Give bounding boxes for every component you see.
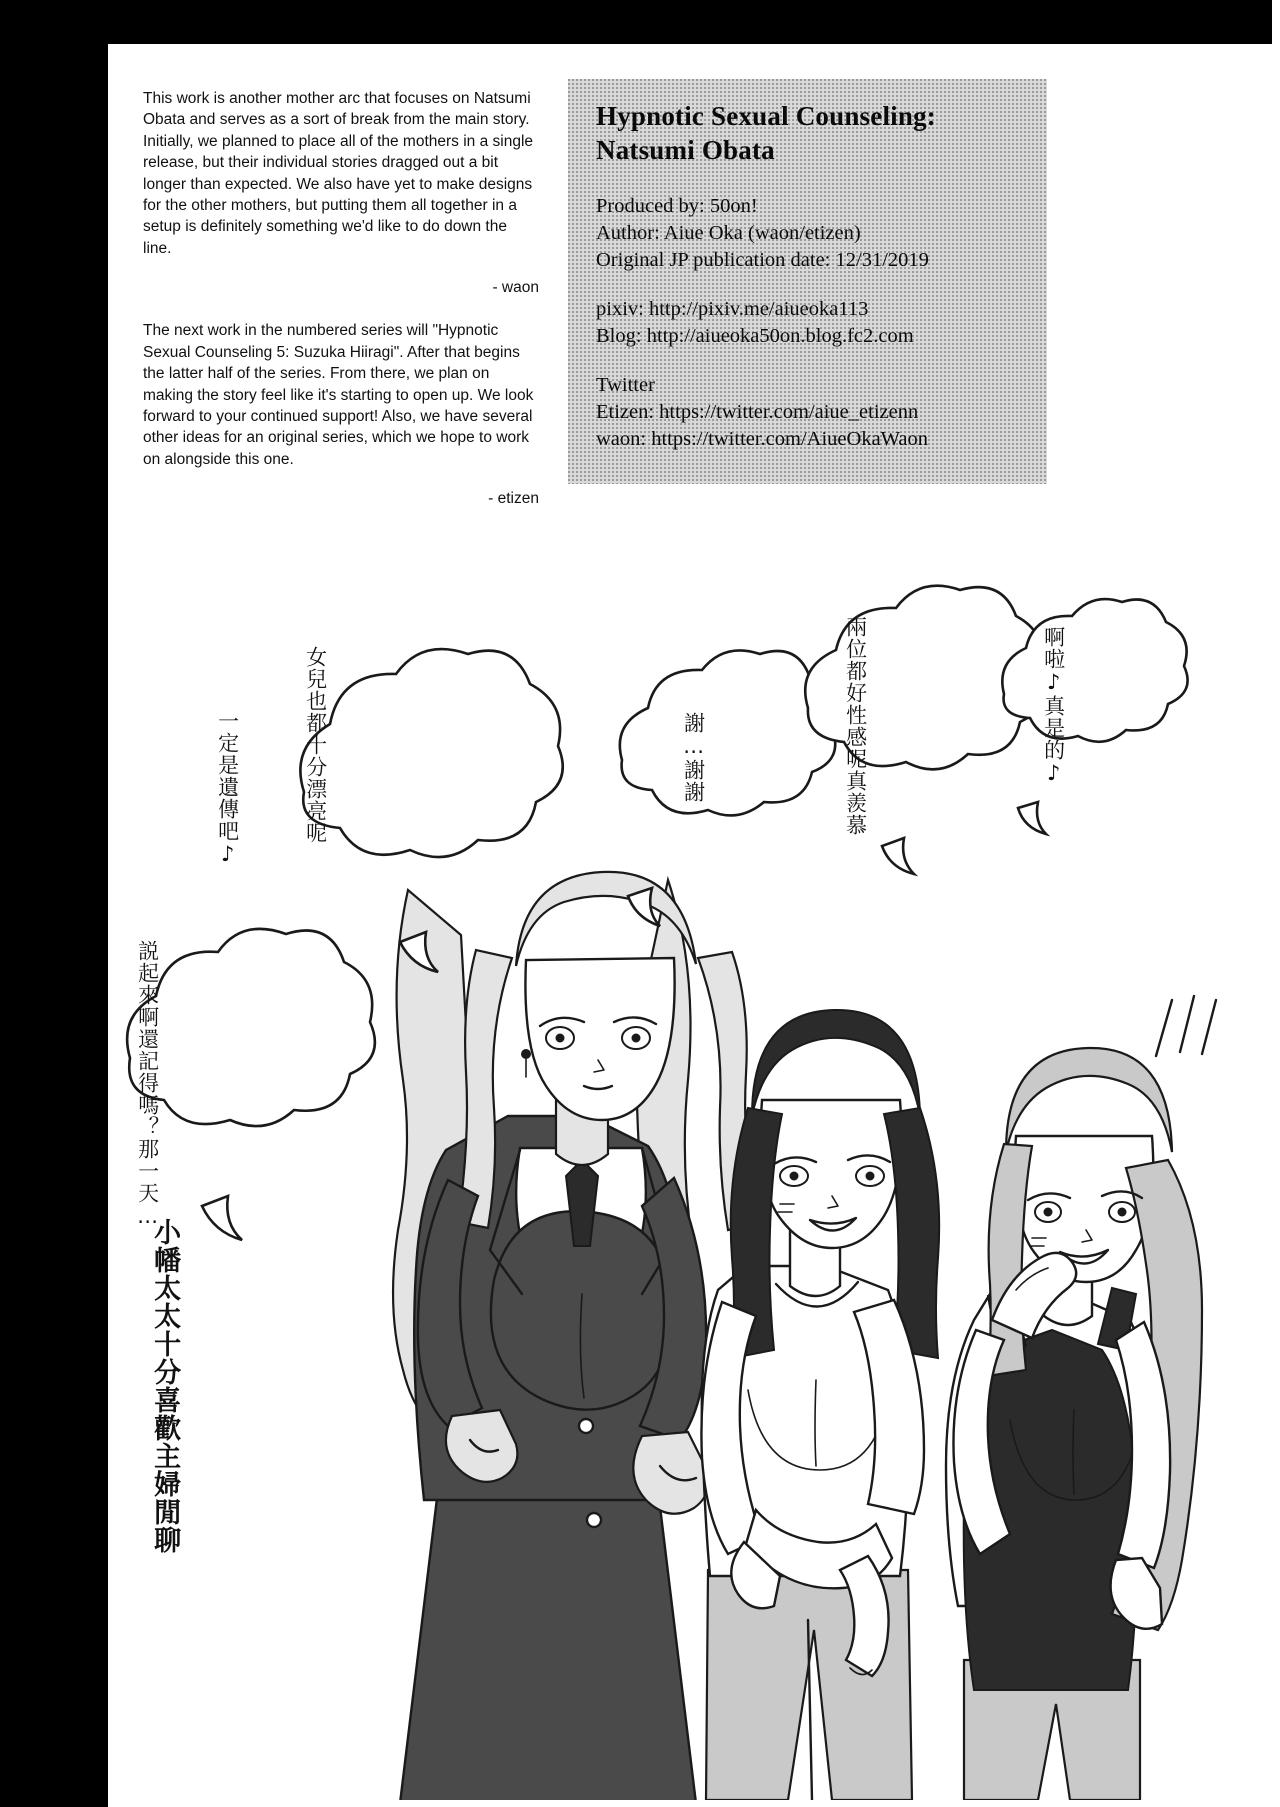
credits-author: Author: Aiue Oka (waon/etizen) [596,222,861,245]
credits-twitter-waon[interactable]: waon: https://twitter.com/AiueOkaWaon [596,428,928,451]
credits-production-group [596,193,1035,274]
bubble-thanks: 謝…謝謝 [681,712,706,803]
afterword-paragraph-1: This work is another mother arc that focuses on Natsumi Obata and serves as a sort of break from the main story. Initially, we planned to place all of the mothers in a single release, but their individual stories dragged out a bit longer than expected. We also have yet to make designs for the other mothers, but putting them all together in a setup is definitely something we'd like to do down the line. [143,90,534,257]
bubble-inherited: 一定是遺傳吧♪ [215,710,240,867]
illustration-caption: 小幡太太十分喜歡主婦閒聊 [149,1218,181,1554]
credits-pixiv-link[interactable]: pixiv: http://pixiv.me/aiueoka113 [596,298,869,321]
credits-twitter-group [596,372,1035,453]
afterword-signature-waon: - waon [492,279,539,296]
left-black-gutter [0,0,108,1807]
illustration-panel [108,560,1272,1800]
afterword-signature-etizen: - etizen [488,490,539,507]
credits-panel [568,79,1047,484]
bubble-both-sexy: 兩位都好性感呢真羨慕 [843,616,868,836]
bubble-that-day: 説起來啊還記得嗎？那一天… [135,940,160,1229]
credits-publication-date: Original JP publication date: 12/31/2019 [596,249,929,272]
afterword-paragraph-2: The next work in the numbered series will "Hypnotic Sexual Counseling 5: Suzuka Hiiragi". After that begins the latter half of the series. From there, we plan on making the story feel like it's starting to open up. We look forward to your continued support! Also, we have several other ideas for an original series, which we hope to work on alongside this one. [143,322,534,468]
credits-links-group [596,296,1035,350]
credits-blog-link[interactable]: Blog: http://aiueoka50on.blog.fc2.com [596,325,914,348]
credits-title: Hypnotic Sexual Counseling: Natsumi Obata [596,101,936,166]
top-border [0,0,1280,44]
right-margin [1272,0,1280,1807]
credits-twitter-etizen[interactable]: Etizen: https://twitter.com/aiue_etizenn [596,401,919,424]
credits-produced-by: Produced by: 50on! [596,195,758,218]
afterword-text-column [143,88,539,509]
bubble-oh-really: 啊啦♪真是的♪ [1041,626,1066,786]
credits-twitter-heading: Twitter [596,374,655,397]
bubble-daughter-pretty: 女兒也都十分漂亮呢 [303,646,328,844]
